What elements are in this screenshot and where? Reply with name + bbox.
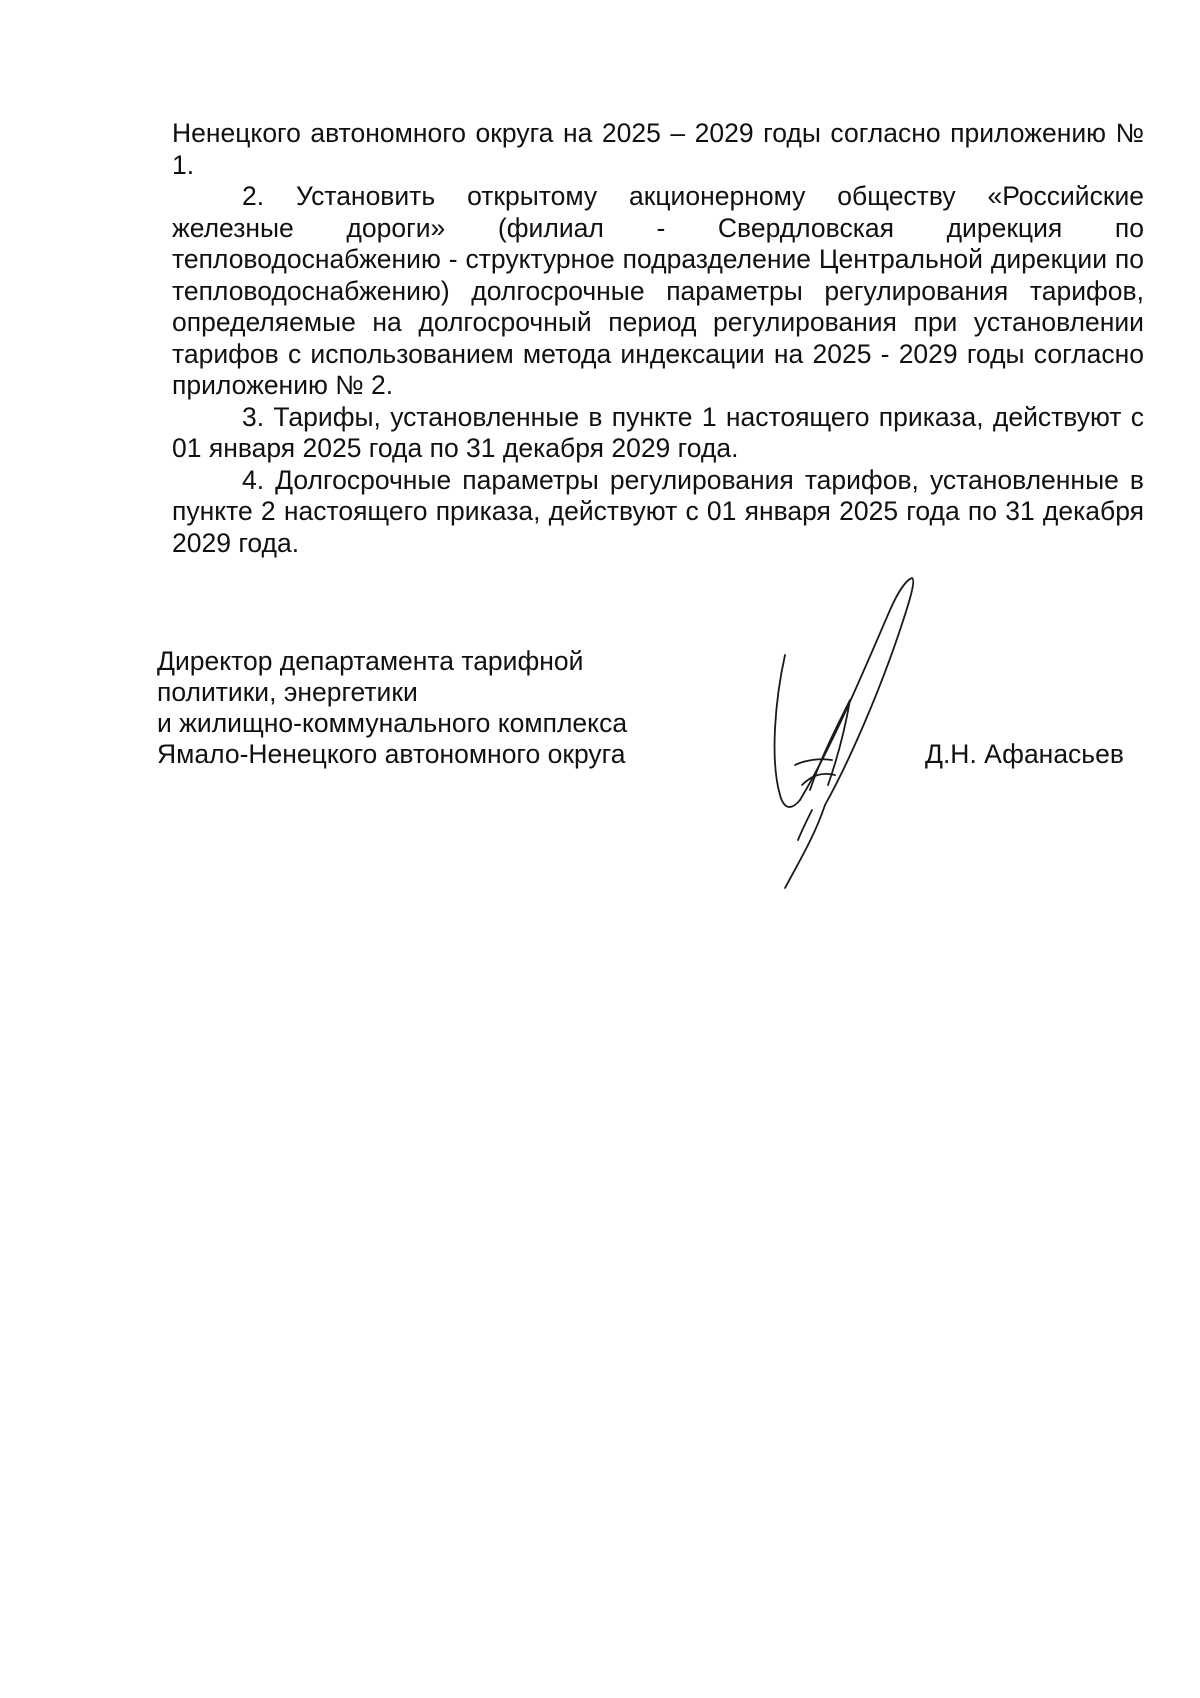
paragraph-continuation: Ненецкого автономного округа на 2025 – 2029 годы согласно приложению № 1. xyxy=(172,118,1144,180)
handwritten-signature xyxy=(740,560,960,910)
order-body-text xyxy=(172,118,1144,559)
signatory-name: Д.Н. Афанасьев xyxy=(925,739,1124,769)
signatory-title xyxy=(157,646,627,770)
signatory-title-line: и жилищно-коммунального комплекса xyxy=(157,708,628,738)
paragraph-item-2: 2. Установить открытому акционерному обществу «Российские железные дороги» (филиал - Свердловская дирекция по тепловодоснабжению - структурное подразделение Центральной дирекции по тепловодоснабжению) долгосрочные параметры регулирования тарифов, определяемые на долгосрочный период регулирования при установлении тарифов с использованием метода индексации на 2025 - 2029 годы согласно приложению № 2. xyxy=(172,181,1144,400)
signatory-title-line: Ямало-Ненецкого автономного округа xyxy=(157,739,626,769)
paragraph-item-3: 3. Тарифы, установленные в пункте 1 настоящего приказа, действуют с 01 января 2025 года по 31 декабря 2029 года. xyxy=(172,401,1144,463)
signatory-title-line: политики, энергетики xyxy=(157,677,418,707)
paragraph-item-4: 4. Долгосрочные параметры регулирования тарифов, установленные в пункте 2 настоящего приказа, действуют с 01 января 2025 года по 31 декабря 2029 года. xyxy=(172,464,1144,558)
signatory-title-line: Директор департамента тарифной xyxy=(157,646,584,676)
